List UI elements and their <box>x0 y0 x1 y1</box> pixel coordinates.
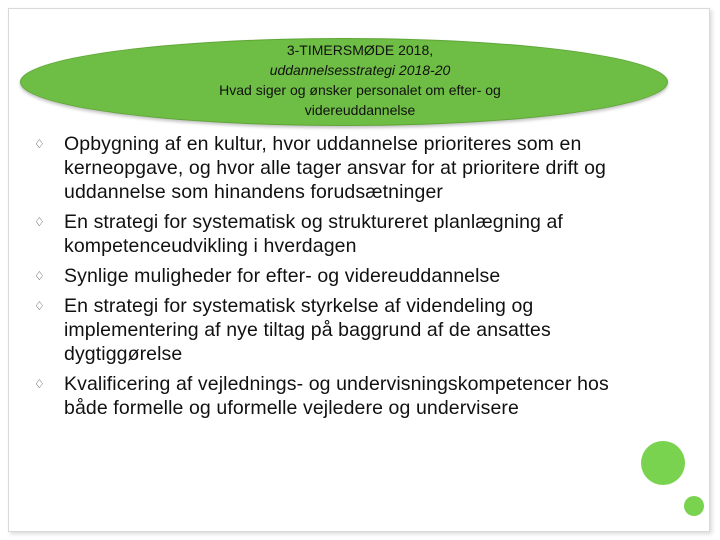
bullet-list <box>34 132 634 426</box>
bullet-text: En strategi for systematisk styrkelse af videndeling og implementering af nye tiltag på baggrund af de ansattes dygtiggørelse <box>64 295 551 365</box>
bullet-item <box>34 210 634 258</box>
bullet-text: En strategi for systematisk og struktureret planlægning af kompetenceudvikling i hverdagen <box>64 211 563 257</box>
decorative-circle-large <box>641 441 685 485</box>
diamond-bullet-icon: ♢ <box>34 377 45 391</box>
title-line-1: 3-TIMERSMØDE 2018, <box>286 42 434 58</box>
title-line-3: Hvad siger og ønsker personalet om efter- og <box>219 82 501 98</box>
title-line-4: videreuddannelse <box>304 102 416 118</box>
bullet-item <box>34 294 634 366</box>
bullet-text: Kvalificering af vejlednings- og undervisningskompetencer hos både formelle og uformelle vejledere og undervisere <box>64 373 609 419</box>
bullet-item <box>34 372 634 420</box>
diamond-bullet-icon: ♢ <box>34 215 45 229</box>
bullet-item <box>34 264 634 288</box>
title-line-2: uddannelsesstrategi 2018-20 <box>269 62 451 78</box>
decorative-circle-small <box>684 496 704 516</box>
diamond-bullet-icon: ♢ <box>34 269 45 283</box>
slide-title <box>120 40 600 120</box>
bullet-text: Opbygning af en kultur, hvor uddannelse prioriteres som en kerneopgave, og hvor alle tager ansvar for at prioritere drift og uddannelse som hinandens forudsætninger <box>64 133 606 203</box>
diamond-bullet-icon: ♢ <box>34 137 45 151</box>
bullet-item <box>34 132 634 204</box>
bullet-text: Synlige muligheder for efter- og videreuddannelse <box>64 265 501 287</box>
diamond-bullet-icon: ♢ <box>34 299 45 313</box>
